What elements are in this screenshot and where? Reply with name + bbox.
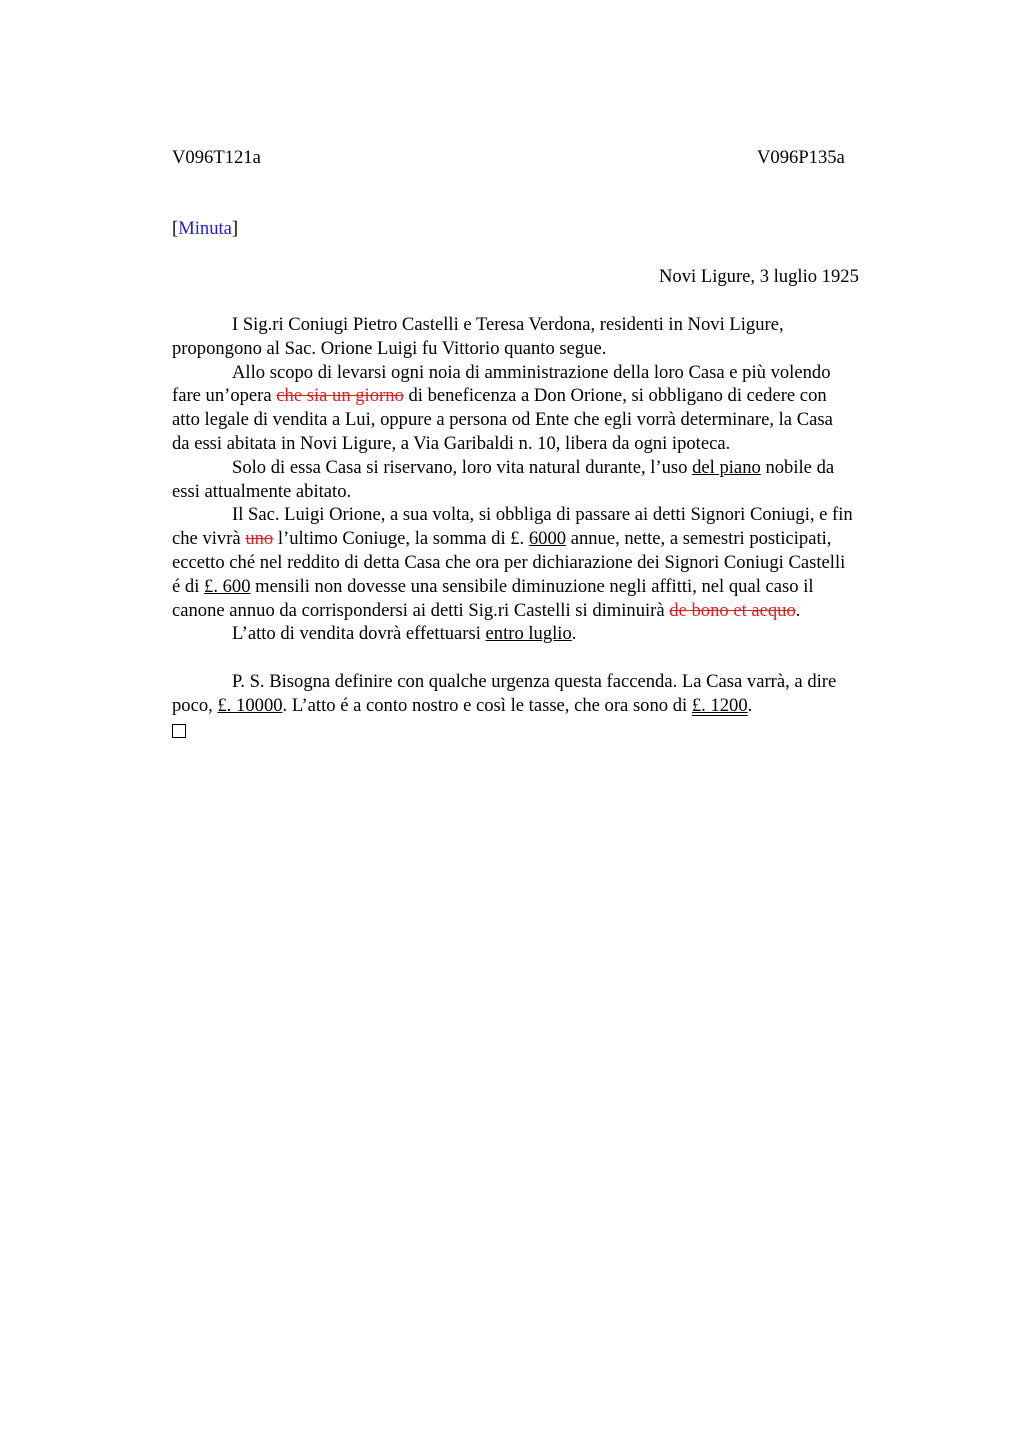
text-fragment: nobile da	[760, 456, 835, 478]
text-fragment: .	[571, 623, 577, 645]
end-box-icon	[172, 724, 186, 738]
minuta-text: Minuta	[178, 218, 232, 239]
text-fragment: é di	[172, 575, 205, 597]
minuta-label	[172, 217, 238, 241]
end-mark	[172, 718, 924, 745]
paragraph-spacer	[172, 646, 924, 670]
paragraph-5-line-1	[172, 622, 924, 646]
paragraph-3-line-2: essi attualmente abitato.	[172, 480, 352, 502]
postscript-line-1: P. S. Bisogna definire con qualche urgenza questa faccenda. La Casa varrà, a dire	[232, 671, 837, 693]
text-fragment: L’atto di vendita dovrà effettuarsi	[232, 623, 486, 645]
text-fragment: annue, nette, a semestri posticipati,	[566, 528, 832, 550]
underlined-text: £. 10000	[217, 694, 283, 716]
text-fragment: che vivrà	[172, 528, 246, 550]
deleted-text: che sia un giorno	[276, 385, 404, 407]
paragraph-4	[172, 503, 924, 622]
paragraph-2-line-3: atto legale di vendita a Lui, oppure a persona od Ente che egli vorrà determinare, la Casa	[172, 409, 833, 431]
text-fragment: l’ultimo Coniuge, la somma di £.	[273, 528, 529, 550]
paragraph-4-line-5	[172, 599, 924, 623]
paragraph-1-line-1: I Sig.ri Coniugi Pietro Castelli e Teresa Verdona, residenti in Novi Ligure,	[232, 314, 784, 335]
underlined-text: entro luglio	[485, 623, 572, 645]
underlined-text: 6000	[528, 528, 567, 550]
underlined-text: £. 600	[204, 575, 251, 597]
paragraph-4-line-2	[172, 527, 924, 551]
deleted-text: uno	[245, 528, 274, 550]
double-underlined-text: £. 1200	[691, 694, 748, 716]
document-code-right: V096P135a	[757, 147, 845, 168]
text-fragment: canone annuo da corrispondersi ai detti Sig.ri Castelli si diminuirà	[172, 599, 670, 621]
paragraph-3	[172, 456, 924, 504]
text-fragment: mensili non dovesse una sensibile diminuzione negli affitti, nel qual caso il	[250, 575, 814, 597]
dateline: Novi Ligure, 3 luglio 1925	[659, 266, 859, 287]
minuta-close-bracket: ]	[231, 218, 239, 239]
paragraph-1	[172, 313, 924, 361]
text-fragment: Solo di essa Casa si riservano, loro vita natural durante, l’uso	[232, 456, 693, 478]
paragraph-2-line-2	[172, 384, 924, 408]
paragraph-2-line-1: Allo scopo di levarsi ogni noia di amministrazione della loro Casa e più volendo	[232, 361, 831, 383]
postscript-line-2	[172, 694, 924, 718]
underlined-text: del piano	[692, 456, 761, 478]
text-fragment: di beneficenza a Don Orione, si obbligano di cedere con	[403, 385, 827, 407]
paragraph-4-line-3: eccetto ché nel reddito di detta Casa che ora per dichiarazione dei Signori Coniugi Castelli	[172, 551, 846, 573]
text-fragment: .	[747, 694, 753, 716]
paragraph-5	[172, 622, 924, 646]
postscript	[172, 670, 924, 718]
text-fragment: . L’atto é a conto nostro e così le tasse, che ora sono di	[282, 694, 692, 716]
paragraph-2	[172, 361, 924, 456]
text-fragment: poco,	[172, 694, 218, 716]
paragraph-4-line-4	[172, 575, 924, 599]
paragraph-1-line-2: propongono al Sac. Orione Luigi fu Vittorio quanto segue.	[172, 337, 607, 359]
minuta-open-bracket: [	[172, 218, 179, 239]
paragraph-3-line-1	[172, 456, 924, 480]
letter-body	[172, 313, 924, 745]
text-fragment: .	[795, 599, 801, 621]
deleted-text: de bono et aequo	[669, 599, 796, 621]
text-fragment: fare un’opera	[172, 385, 277, 407]
document-code-left: V096T121a	[172, 147, 261, 168]
paragraph-2-line-4: da essi abitata in Novi Ligure, a Via Garibaldi n. 10, libera da ogni ipoteca.	[172, 432, 731, 454]
paragraph-4-line-1: Il Sac. Luigi Orione, a sua volta, si obbliga di passare ai detti Signori Coniugi, e fin	[232, 504, 853, 526]
